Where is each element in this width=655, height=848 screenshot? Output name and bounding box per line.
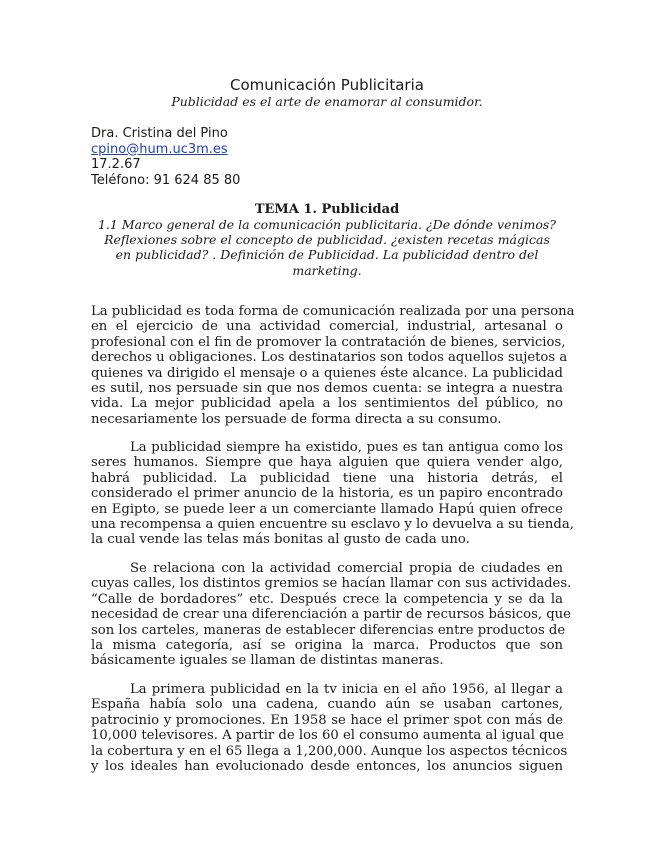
paragraph-line: vida. La mejor publicidad apela a los sentimientos del público, no <box>91 396 563 412</box>
paragraph-line: “Calle de bordadores” etc. Después crece la competencia y se da la <box>91 591 563 607</box>
paragraph-line: son los carteles, maneras de establecer diferencias entre productos de <box>91 622 566 638</box>
section-title: TEMA 1. Publicidad <box>254 202 400 217</box>
paragraph-line: la misma categoría, así se origina la marca. Productos que son <box>91 637 563 653</box>
paragraph-line: habrá publicidad. La publicidad tiene una historia detrás, el <box>91 470 563 486</box>
paragraph-line: La publicidad es toda forma de comunicación realizada por una persona <box>91 304 575 319</box>
author-phone: Teléfono: 91 624 85 80 <box>91 172 241 188</box>
paragraph-line: es sutil, nos persuade sin que nos demos cuenta: se integra a nuestra <box>91 380 563 396</box>
paragraph-line: profesional con el fin de promover la contratación de bienes, servicios, <box>91 334 566 350</box>
paragraph-line: seres humanos. Siempre que haya alguien que quiera vender algo, <box>91 455 563 471</box>
section-subtitle-line: Reflexiones sobre el concepto de publicidad. ¿existen recetas mágicas <box>104 232 550 248</box>
body-paragraph-4 <box>91 682 568 774</box>
document-title: Comunicación Publicitaria <box>230 76 424 94</box>
paragraph-line: necesariamente los persuade de forma directa a su consumo. <box>91 411 502 427</box>
paragraph-line: en Egipto, se puede leer a un comerciante llamado Hapú quien ofrece <box>91 501 563 517</box>
author-code: 17.2.67 <box>91 157 141 172</box>
section-subtitle <box>91 217 563 278</box>
body-paragraph-2 <box>91 440 574 548</box>
paragraph-line: quienes va dirigido el mensaje o a quienes éste alcance. La publicidad <box>91 365 563 381</box>
paragraph-line: cuyas calles, los distintos gremios se hacían llamar con sus actividades. <box>91 576 572 592</box>
paragraph-line: y los ideales han evolucionado desde entonces, los anuncios siguen <box>91 758 563 774</box>
author-email-link[interactable]: cpino@hum.uc3m.es <box>91 141 228 157</box>
author-name: Dra. Cristina del Pino <box>91 126 228 141</box>
paragraph-line: considerado el primer anuncio de la historia, es un papiro encontrado <box>91 486 563 502</box>
section-subtitle-line: marketing. <box>292 262 362 278</box>
paragraph-line: La primera publicidad en la tv inicia en el año 1956, al llegar a <box>130 682 563 697</box>
paragraph-line: una recompensa a quien encuentre su esclavo y lo devuelva a su tienda, <box>91 516 574 532</box>
paragraph-line: en el ejercicio de una actividad comercial, industrial, artesanal o <box>91 319 563 335</box>
paragraph-line: derechos u obligaciones. Los destinatarios son todos aquellos sujetos a <box>91 350 568 366</box>
author-block <box>91 126 240 188</box>
body-paragraph-3 <box>91 561 572 669</box>
section-subtitle-line: 1.1 Marco general de la comunicación publicitaria. ¿De dónde venimos? <box>97 217 557 232</box>
paragraph-line: Se relaciona con la actividad comercial propia de ciudades en <box>130 561 563 576</box>
paragraph-line: La publicidad siempre ha existido, pues es tan antigua como los <box>130 440 563 455</box>
paragraph-line: la cual vende las telas más bonitas al gusto de cada uno. <box>91 532 470 548</box>
paragraph-line: 10,000 televisores. A partir de los 60 el consumo aumenta al igual que <box>91 728 564 744</box>
paragraph-line: básicamente iguales se llaman de distintas maneras. <box>91 653 444 669</box>
section-subtitle-line: en publicidad? . Definición de Publicidad. La publicidad dentro del <box>115 247 539 263</box>
paragraph-line: necesidad de crear una diferenciación a partir de recursos básicos, que <box>91 607 571 623</box>
paragraph-line: España había solo una cadena, cuando aún se usaban cartones, <box>91 697 563 713</box>
paragraph-line: la cobertura y en el 65 llega a 1,200,000. Aunque los aspectos técnicos <box>91 743 568 759</box>
body-paragraph-1 <box>91 304 575 427</box>
document-subtitle: Publicidad es el arte de enamorar al consumidor. <box>171 94 483 109</box>
paragraph-line: patrocinio y promociones. En 1958 se hace el primer spot con más de <box>91 712 563 728</box>
